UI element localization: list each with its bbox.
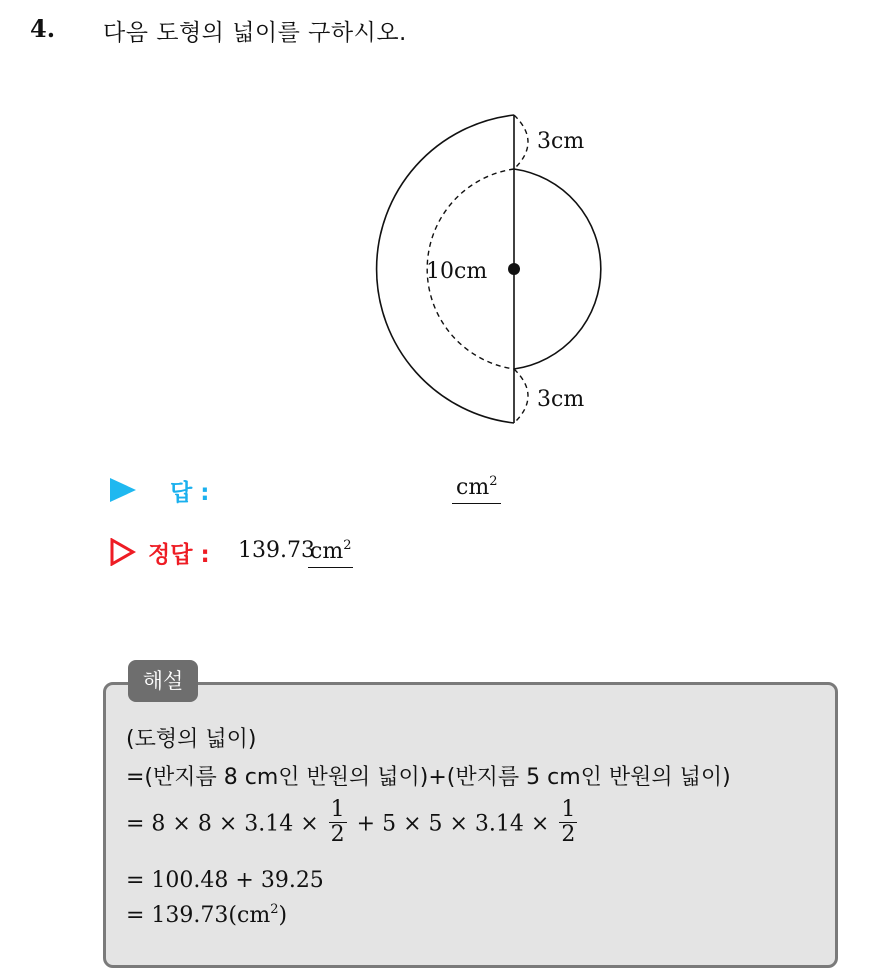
- fraction-b-denominator: 2: [561, 822, 576, 847]
- fraction-one-half-b: [559, 798, 577, 847]
- explanation-line-4: = 100.48 + 39.25: [126, 868, 324, 893]
- answer-unit: cm: [456, 475, 490, 500]
- correct-answer-unit: cm: [310, 539, 344, 564]
- correct-answer-label: 정답 :: [148, 542, 210, 568]
- explanation-line-1: (도형의 넓이): [126, 727, 257, 752]
- explanation-line-3-part-a: = 8 × 8 × 3.14 ×: [126, 811, 319, 837]
- correct-answer-value: 139.73: [238, 538, 315, 563]
- fraction-b-numerator: 1: [561, 797, 576, 822]
- answer-unit-exponent: 2: [489, 474, 498, 489]
- geometry-figure: [330, 100, 630, 440]
- explanation-line-5-close: ): [278, 903, 288, 928]
- question-text: 다음 도형의 넓이를 구하시오.: [103, 20, 407, 46]
- label-bottom-3cm: 3cm: [537, 387, 585, 412]
- small-semicircle-arc: [514, 169, 601, 369]
- correct-answer-unit-box: [308, 538, 353, 568]
- correct-answer-row: [110, 536, 610, 570]
- answer-label: 답 :: [170, 480, 210, 506]
- explanation-line-3: [126, 797, 580, 849]
- play-triangle-icon: [110, 478, 136, 502]
- explanation-tag: 해설: [128, 660, 198, 702]
- explanation-line-2: =(반지름 8 cm인 반원의 넓이)+(반지름 5 cm인 반원의 넓이): [126, 765, 731, 790]
- fraction-a-numerator: 1: [330, 797, 345, 822]
- dashed-top-brace: [514, 115, 528, 169]
- fraction-one-half-a: [329, 798, 347, 847]
- correct-answer-unit-exponent: 2: [343, 538, 352, 553]
- label-radius-10cm: 10cm: [426, 259, 488, 284]
- label-top-3cm: 3cm: [537, 129, 585, 154]
- answer-input-blank[interactable]: [452, 474, 501, 504]
- center-dot: [508, 263, 520, 275]
- explanation-line-5-exponent: 2: [270, 902, 279, 917]
- explanation-line-5-value: = 139.73(: [126, 903, 237, 928]
- explanation-line-5: [126, 903, 287, 928]
- dashed-bottom-brace: [514, 369, 528, 423]
- answer-row: [110, 474, 610, 506]
- explanation-line-3-part-b: + 5 × 5 × 3.14 ×: [356, 811, 550, 837]
- outline-triangle-icon: [110, 538, 136, 566]
- fraction-a-denominator: 2: [330, 822, 345, 847]
- question-number: 4.: [30, 14, 56, 43]
- explanation-line-5-unit: cm: [237, 903, 271, 928]
